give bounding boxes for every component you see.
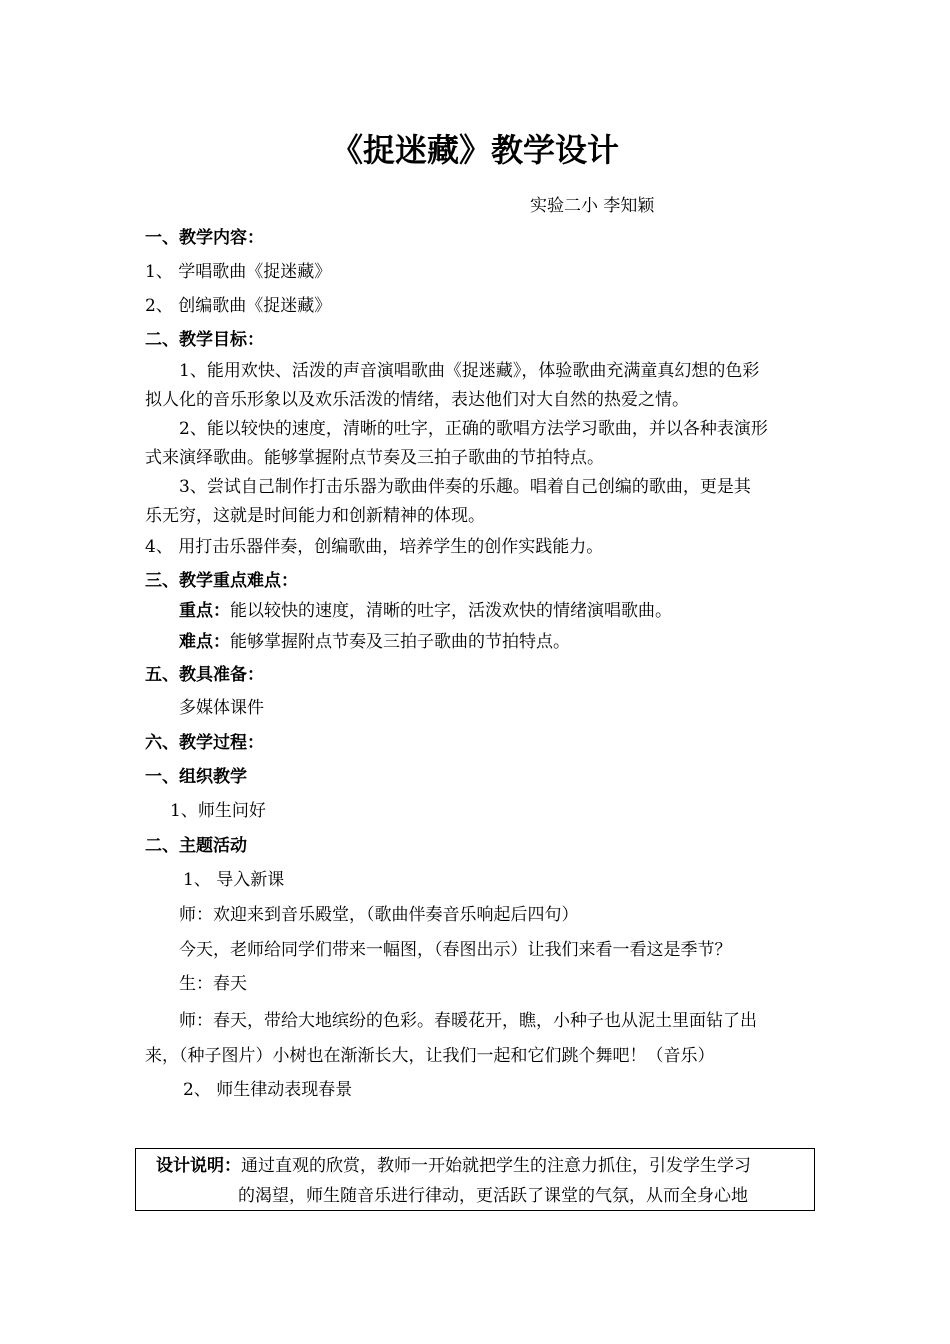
goal-line: 3、尝试自己制作打击乐器为歌曲伴奏的乐趣。唱着自己创编的歌曲，更是其: [179, 477, 751, 497]
dialogue-line: 生：春天: [179, 974, 247, 994]
process-heading-organize: 一、组织教学: [145, 767, 247, 787]
process-step-1: 1、 导入新课: [183, 870, 285, 890]
key-point-text: 能以较快的速度，清晰的吐字，活泼欢快的情绪演唱歌曲。: [230, 601, 672, 621]
design-note-line-2: 的渴望，师生随音乐进行律动，更活跃了课堂的气氛，从而全身心地: [238, 1186, 748, 1206]
process-heading-theme: 二、主题活动: [145, 836, 247, 856]
key-point-label: 重点：: [179, 601, 230, 621]
design-note-text: 通过直观的欣赏，教师一开始就把学生的注意力抓住，引发学生学习: [241, 1156, 751, 1176]
difficulty-text: 能够掌握附点节奏及三拍子歌曲的节拍特点。: [230, 632, 570, 652]
goal-line: 拟人化的音乐形象以及欢乐活泼的情绪，表达他们对大自然的热爱之情。: [145, 390, 689, 410]
dialogue-line: 师：欢迎来到音乐殿堂，（歌曲伴奏音乐响起后四句）: [179, 905, 579, 925]
page-title: 《捉迷藏》教学设计: [330, 131, 619, 169]
process-step-2: 2、 师生律动表现春景: [183, 1080, 353, 1100]
difficulty-label: 难点：: [179, 632, 230, 652]
process-item-greeting: 1、师生问好: [170, 801, 266, 821]
design-note-line-1: [156, 1155, 751, 1177]
materials-text: 多媒体课件: [179, 698, 264, 718]
content-item-2: 2、 创编歌曲《捉迷藏》: [145, 296, 332, 316]
goal-line: 2、能以较快的速度，清晰的吐字，正确的歌唱方法学习歌曲，并以各种表演形: [179, 419, 768, 439]
key-point-line: [179, 600, 672, 622]
design-note-box: [135, 1148, 815, 1211]
section-heading-goals: 二、教学目标：: [145, 330, 264, 350]
goal-line: 乐无穷，这就是时间能力和创新精神的体现。: [145, 506, 485, 526]
dialogue-line: 来，（种子图片）小树也在渐渐长大，让我们一起和它们跳个舞吧！（音乐）: [145, 1046, 715, 1066]
content-item-1: 1、 学唱歌曲《捉迷藏》: [145, 262, 332, 282]
difficulty-line: [179, 631, 570, 653]
author-line: 实验二小 李知颖: [530, 196, 655, 216]
goal-line: 1、能用欢快、活泼的声音演唱歌曲《捉迷藏》，体验歌曲充满童真幻想的色彩: [179, 361, 760, 381]
section-heading-content: 一、教学内容：: [145, 228, 264, 248]
section-heading-key-points: 三、教学重点难点：: [145, 571, 298, 591]
section-heading-materials: 五、教具准备：: [145, 665, 264, 685]
dialogue-line: 今天，老师给同学们带来一幅图，（春图出示）让我们来看一看这是季节？: [179, 940, 732, 960]
dialogue-line: 师：春天，带给大地缤纷的色彩。春暖花开，瞧，小种子也从泥土里面钻了出: [179, 1011, 757, 1031]
goal-line: 4、 用打击乐器伴奏，创编歌曲，培养学生的创作实践能力。: [145, 537, 604, 557]
design-note-label: 设计说明：: [156, 1156, 241, 1176]
section-heading-process: 六、教学过程：: [145, 733, 264, 753]
goal-line: 式来演绎歌曲。能够掌握附点节奏及三拍子歌曲的节拍特点。: [145, 448, 604, 468]
